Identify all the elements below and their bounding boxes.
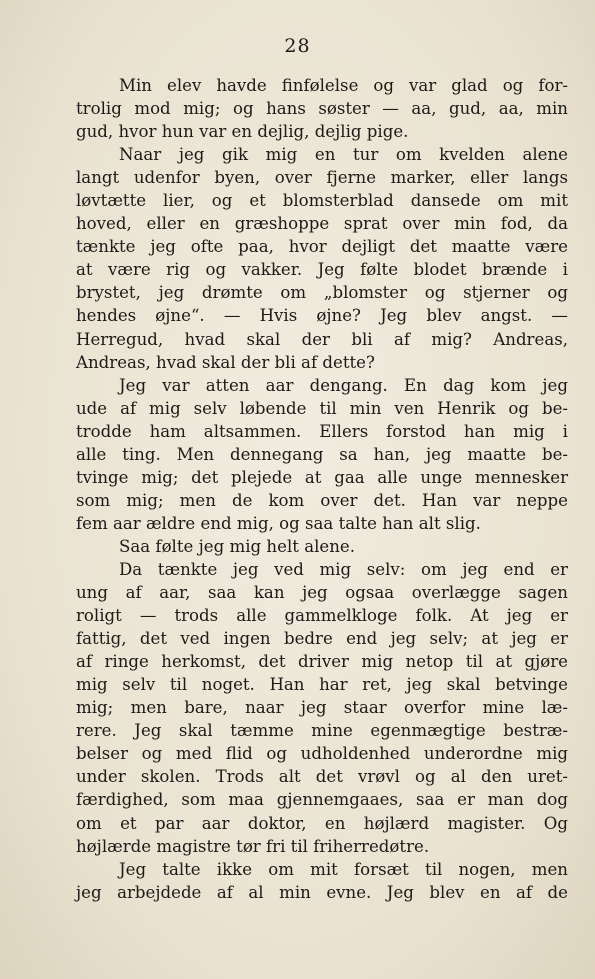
text-line: Saa følte jeg mig helt alene.: [119, 536, 355, 556]
text-line: trodde ham altsammen. Ellers forstod han mig i: [76, 421, 568, 441]
text-line: rere. Jeg skal tæmme mine egenmægtige bestræ-: [76, 721, 568, 741]
text-line: mig selv til noget. Han har ret, jeg skal betvinge: [76, 675, 568, 695]
text-line: ude af mig selv løbende til min ven Henrik og be-: [76, 398, 568, 418]
text-line: hendes øjne“. — Hvis øjne? Jeg blev angst. —: [76, 306, 568, 326]
text-line: højlærde magistre tør fri til friherredøtre.: [76, 836, 430, 856]
text-line: som mig; men de kom over det. Han var neppe: [76, 490, 568, 510]
text-line: jeg arbejdede af al min evne. Jeg blev en af de: [76, 882, 568, 902]
text-line: Min elev havde finfølelse og var glad og for-: [119, 76, 568, 95]
text-line: mig; men bare, naar jeg staar overfor mine læ-: [76, 698, 568, 718]
text-line: roligt — trods alle gammelkloge folk. At jeg er: [76, 606, 568, 626]
text-line: Jeg talte ikke om mit forsæt til nogen, men: [119, 859, 568, 879]
text-line: hoved, eller en græshoppe sprat over min fod, da: [76, 214, 568, 234]
body-text: [76, 74, 568, 904]
text-line: Da tænkte jeg ved mig selv: om jeg end er: [119, 559, 568, 579]
text-line: langt udenfor byen, over fjerne marker, eller langs: [76, 168, 568, 188]
text-line: fem aar ældre end mig, og saa talte han alt slig.: [76, 513, 481, 533]
text-line: belser og med flid og udholdenhed underordne mig: [76, 744, 568, 764]
text-line: Jeg var atten aar dengang. En dag kom jeg: [119, 375, 568, 395]
text-line: trolig mod mig; og hans søster — aa, gud, aa, min: [76, 99, 568, 119]
text-line: Naar jeg gik mig en tur om kvelden alene: [119, 145, 568, 165]
text-line: om et par aar doktor, en højlærd magister. Og: [76, 813, 568, 833]
text-line: af ringe herkomst, det driver mig netop til at gjøre: [76, 652, 568, 672]
text-line: tvinge mig; det plejede at gaa alle unge mennesker: [76, 467, 568, 487]
page-number: 28: [284, 35, 311, 57]
text-line: under skolen. Trods alt det vrøvl og al den uret-: [76, 767, 568, 787]
text-line: gud, hvor hun var en dejlig, dejlig pige.: [76, 122, 409, 142]
text-line: brystet, jeg drømte om „blomster og stjerner og: [76, 283, 568, 303]
text-line: fattig, det ved ingen bedre end jeg selv; at jeg er: [76, 629, 568, 649]
text-line: ung af aar, saa kan jeg ogsaa overlægge sagen: [76, 583, 568, 603]
text-line: alle ting. Men dennegang sa han, jeg maatte be-: [76, 444, 568, 464]
text-line: færdighed, som maa gjennemgaaes, saa er man dog: [76, 790, 568, 810]
text-line: Herregud, hvad skal der bli af mig? Andreas,: [76, 329, 568, 349]
text-line: at være rig og vakker. Jeg følte blodet brænde i: [76, 260, 568, 280]
text-line: tænkte jeg ofte paa, hvor dejligt det maatte være: [76, 237, 568, 257]
text-line: løvtætte lier, og et blomsterblad dansede om mit: [76, 191, 568, 211]
text-line: Andreas, hvad skal der bli af dette?: [76, 352, 375, 372]
